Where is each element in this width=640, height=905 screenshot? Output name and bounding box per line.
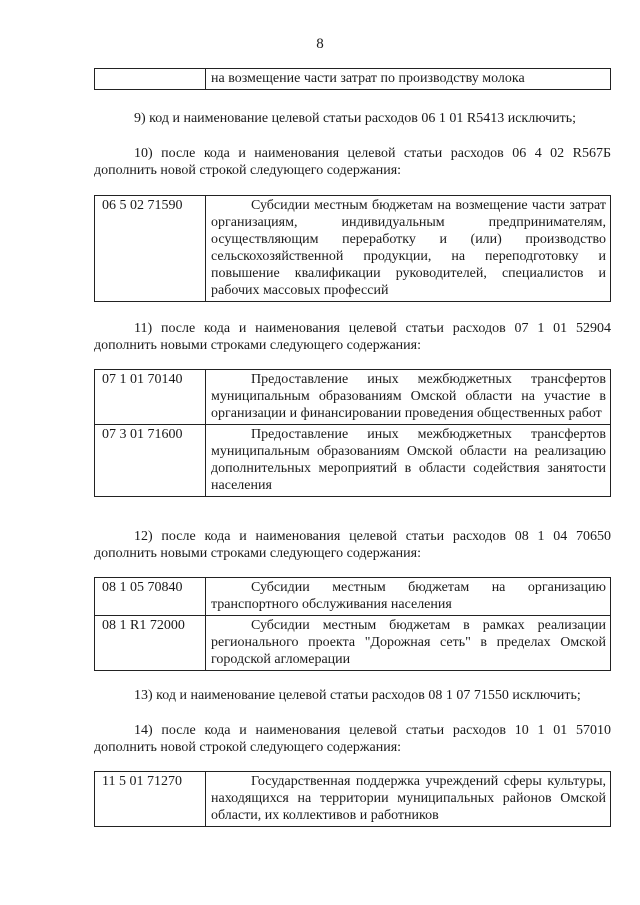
budget-code-table-4: [94, 771, 611, 827]
budget-code-cell: 07 3 01 71600: [95, 425, 206, 497]
paragraph-item-14: 14) после кода и наименования целевой статьи расходов 10 1 01 57010 дополнить новой строкой следующего содержания:: [94, 723, 611, 755]
budget-code-table-3: [94, 577, 611, 671]
table-row: [95, 196, 611, 302]
budget-description-cell: Субсидии местным бюджетам на возмещение части затрат организациям, индивидуальным предпринимателям, осуществляющим переработку и (или) производство сельскохозяйственной продукции, на переподготовку и повышение квалификации руководителей, специалистов и рабочих массовых профессий: [206, 196, 611, 302]
budget-code-table-continuation: [94, 68, 611, 90]
paragraph-item-13: 13) код и наименование целевой статьи расходов 08 1 07 71550 исключить;: [134, 688, 581, 703]
table-row: [95, 578, 611, 616]
table-row: [95, 425, 611, 497]
budget-code-cell: [95, 69, 206, 90]
budget-description-cell: Предоставление иных межбюджетных трансфертов муниципальным образованиям Омской области на реализацию дополнительных мероприятий в области содействия занятости населения: [206, 425, 611, 497]
paragraph-item-11: 11) после кода и наименования целевой статьи расходов 07 1 01 52904 дополнить новыми строками следующего содержания:: [94, 321, 611, 353]
budget-code-cell: 08 1 05 70840: [95, 578, 206, 616]
table-row: [95, 772, 611, 827]
budget-description-cell: Субсидии местным бюджетам в рамках реализации регионального проекта "Дорожная сеть" в пределах Омской городской агломерации: [206, 616, 611, 671]
budget-description-cell: Субсидии местным бюджетам на организацию транспортного обслуживания населения: [206, 578, 611, 616]
budget-code-cell: 06 5 02 71590: [95, 196, 206, 302]
budget-description-cell: Предоставление иных межбюджетных трансфертов муниципальным образованиям Омской области на участие в организации и финансировании проведения общественных работ: [206, 370, 611, 425]
budget-code-table-1: [94, 195, 611, 302]
budget-code-cell: 07 1 01 70140: [95, 370, 206, 425]
budget-description-cell: на возмещение части затрат по производству молока: [206, 69, 611, 90]
table-row: [95, 616, 611, 671]
paragraph-item-12: 12) после кода и наименования целевой статьи расходов 08 1 04 70650 дополнить новыми строками следующего содержания:: [94, 529, 611, 561]
budget-description-cell: Государственная поддержка учреждений сферы культуры, находящихся на территории муниципальных районов Омской области, их коллективов и работников: [206, 772, 611, 827]
page-number: 8: [316, 36, 324, 52]
budget-code-cell: 08 1 R1 72000: [95, 616, 206, 671]
table-row: [95, 370, 611, 425]
budget-code-table-2: [94, 369, 611, 497]
table-row: [95, 69, 611, 90]
paragraph-item-9: 9) код и наименование целевой статьи расходов 06 1 01 R5413 исключить;: [134, 111, 577, 126]
paragraph-item-10: 10) после кода и наименования целевой статьи расходов 06 4 02 R567Б дополнить новой строкой следующего содержания:: [94, 146, 611, 178]
budget-code-cell: 11 5 01 71270: [95, 772, 206, 827]
